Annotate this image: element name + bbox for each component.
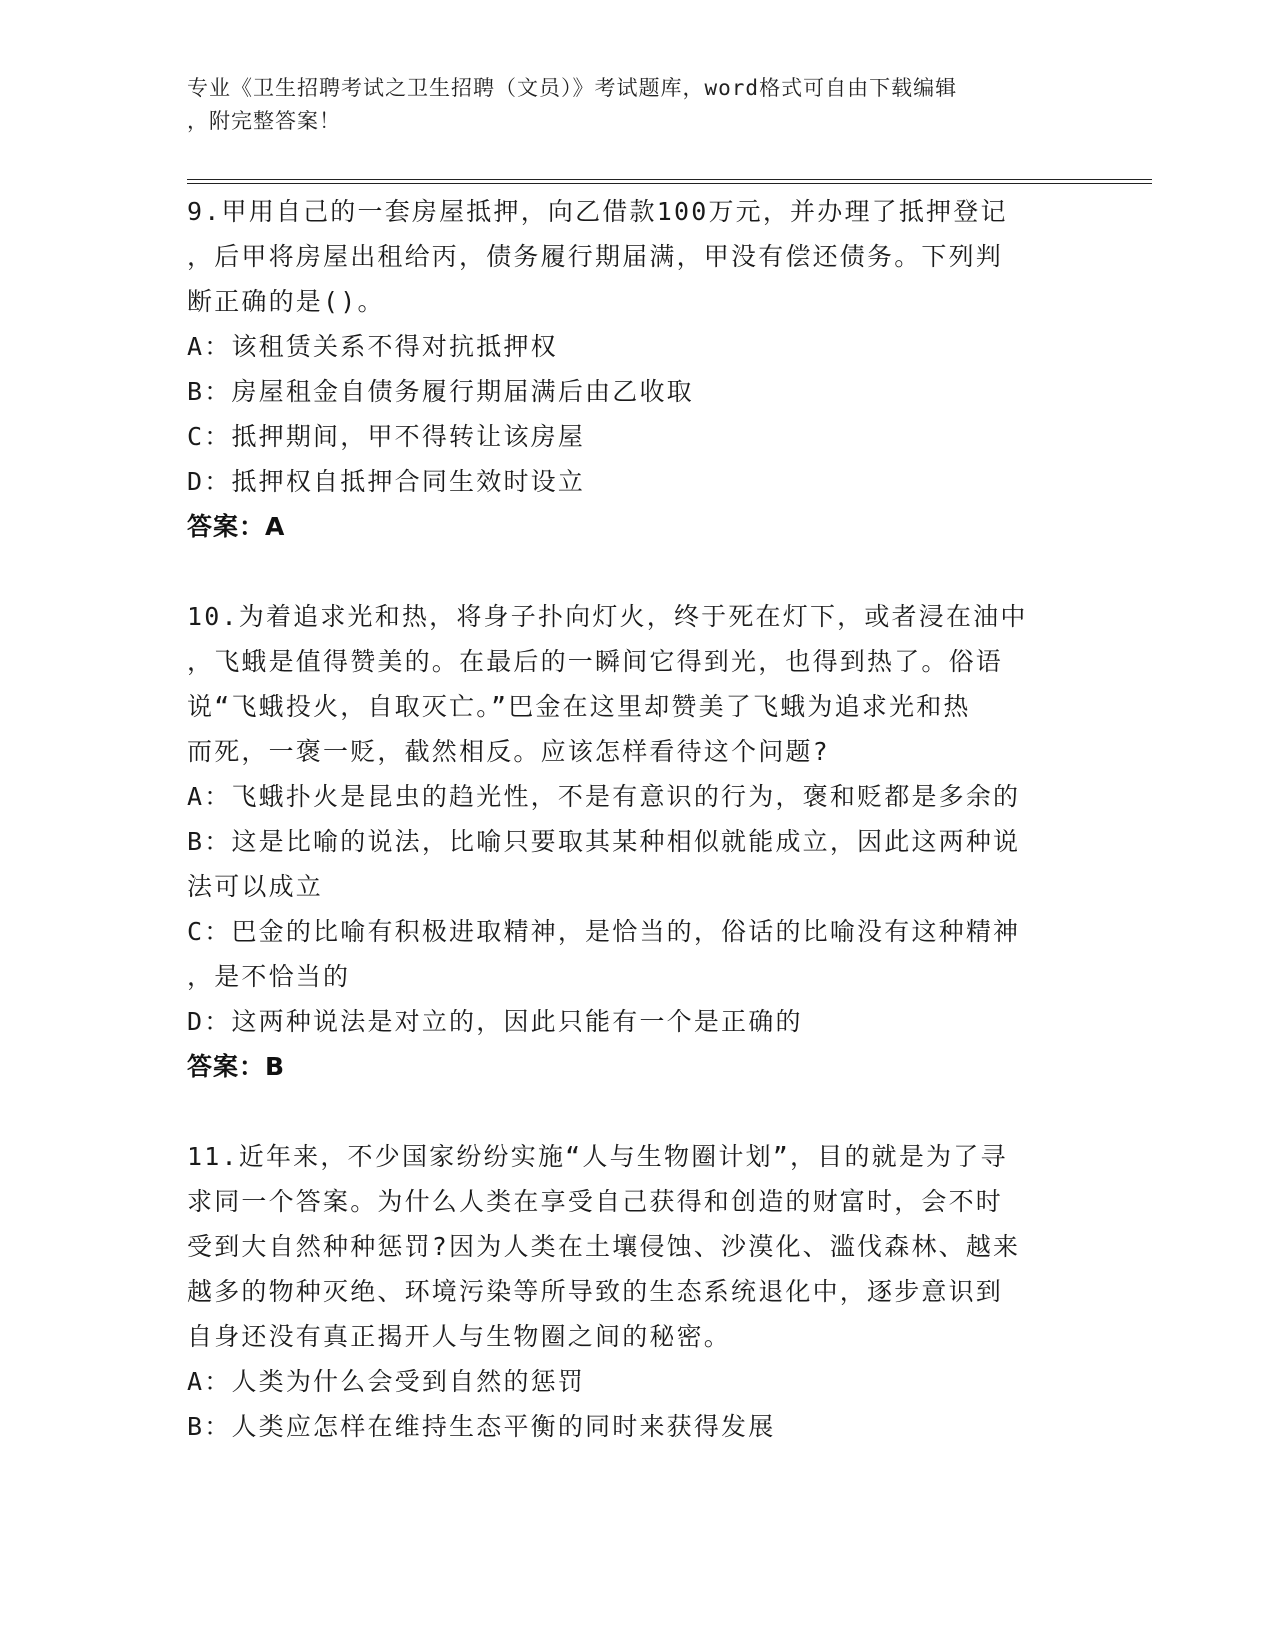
option-line: C：巴金的比喻有积极进取精神，是恰当的，俗话的比喻没有这种精神	[187, 917, 1021, 946]
header-line: ，附完整答案！	[187, 109, 341, 133]
question-list	[187, 189, 1127, 1449]
question-stem-line: 说“飞蛾投火，自取灭亡。”巴金在这里却赞美了飞蛾为追求光和热	[187, 692, 971, 721]
option-line: 法可以成立	[187, 872, 324, 901]
question-stem-line: 9.甲用自己的一套房屋抵押，向乙借款100万元，并办理了抵押登记	[187, 197, 1008, 226]
question-stem-line: ，飞蛾是值得赞美的。在最后的一瞬间它得到光，也得到热了。俗语	[187, 647, 1004, 676]
answer-label: 答案：B	[187, 1052, 286, 1081]
question-spacer	[187, 1089, 1127, 1134]
question-spacer	[187, 549, 1127, 594]
question-stem-line: 自身还没有真正揭开人与生物圈之间的秘密。	[187, 1322, 732, 1351]
question-stem-line: 11.近年来，不少国家纷纷实施“人与生物圈计划”，目的就是为了寻	[187, 1142, 1008, 1171]
answer-label: 答案：A	[187, 512, 286, 541]
question-stem-line: 断正确的是()。	[187, 287, 385, 316]
question-item	[187, 1134, 1127, 1449]
option-line: D：抵押权自抵押合同生效时设立	[187, 467, 586, 496]
option-line: B：人类应怎样在维持生态平衡的同时来获得发展	[187, 1412, 776, 1441]
question-item	[187, 594, 1127, 1089]
option-line: B：房屋租金自债务履行期届满后由乙收取	[187, 377, 694, 406]
question-stem-line: 越多的物种灭绝、环境污染等所导致的生态系统退化中，逐步意识到	[187, 1277, 1004, 1306]
question-stem-line: 受到大自然种种惩罚?因为人类在土壤侵蚀、沙漠化、滥伐森林、越来	[187, 1232, 1021, 1261]
option-line: D：这两种说法是对立的，因此只能有一个是正确的	[187, 1007, 803, 1036]
document-header	[187, 72, 1067, 138]
header-divider	[187, 179, 1152, 180]
question-stem-line: 求同一个答案。为什么人类在享受自己获得和创造的财富时，会不时	[187, 1187, 1004, 1216]
question-stem-line: 而死，一褒一贬，截然相反。应该怎样看待这个问题?	[187, 737, 830, 766]
header-line: 专业《卫生招聘考试之卫生招聘（文员）》考试题库，word格式可自由下载编辑	[187, 76, 958, 100]
option-line: B：这是比喻的说法，比喻只要取其某种相似就能成立，因此这两种说	[187, 827, 1021, 856]
option-line: C：抵押期间，甲不得转让该房屋	[187, 422, 586, 451]
option-line: ，是不恰当的	[187, 962, 351, 991]
option-line: A：飞蛾扑火是昆虫的趋光性，不是有意识的行为，褒和贬都是多余的	[187, 782, 1021, 811]
question-item	[187, 189, 1127, 549]
option-line: A：该租赁关系不得对抗抵押权	[187, 332, 558, 361]
question-stem-line: ，后甲将房屋出租给丙，债务履行期届满，甲没有偿还债务。下列判	[187, 242, 1004, 271]
header-divider	[187, 183, 1152, 184]
option-line: A：人类为什么会受到自然的惩罚	[187, 1367, 586, 1396]
question-stem-line: 10.为着追求光和热，将身子扑向灯火，终于死在灯下，或者浸在油中	[187, 602, 1028, 631]
